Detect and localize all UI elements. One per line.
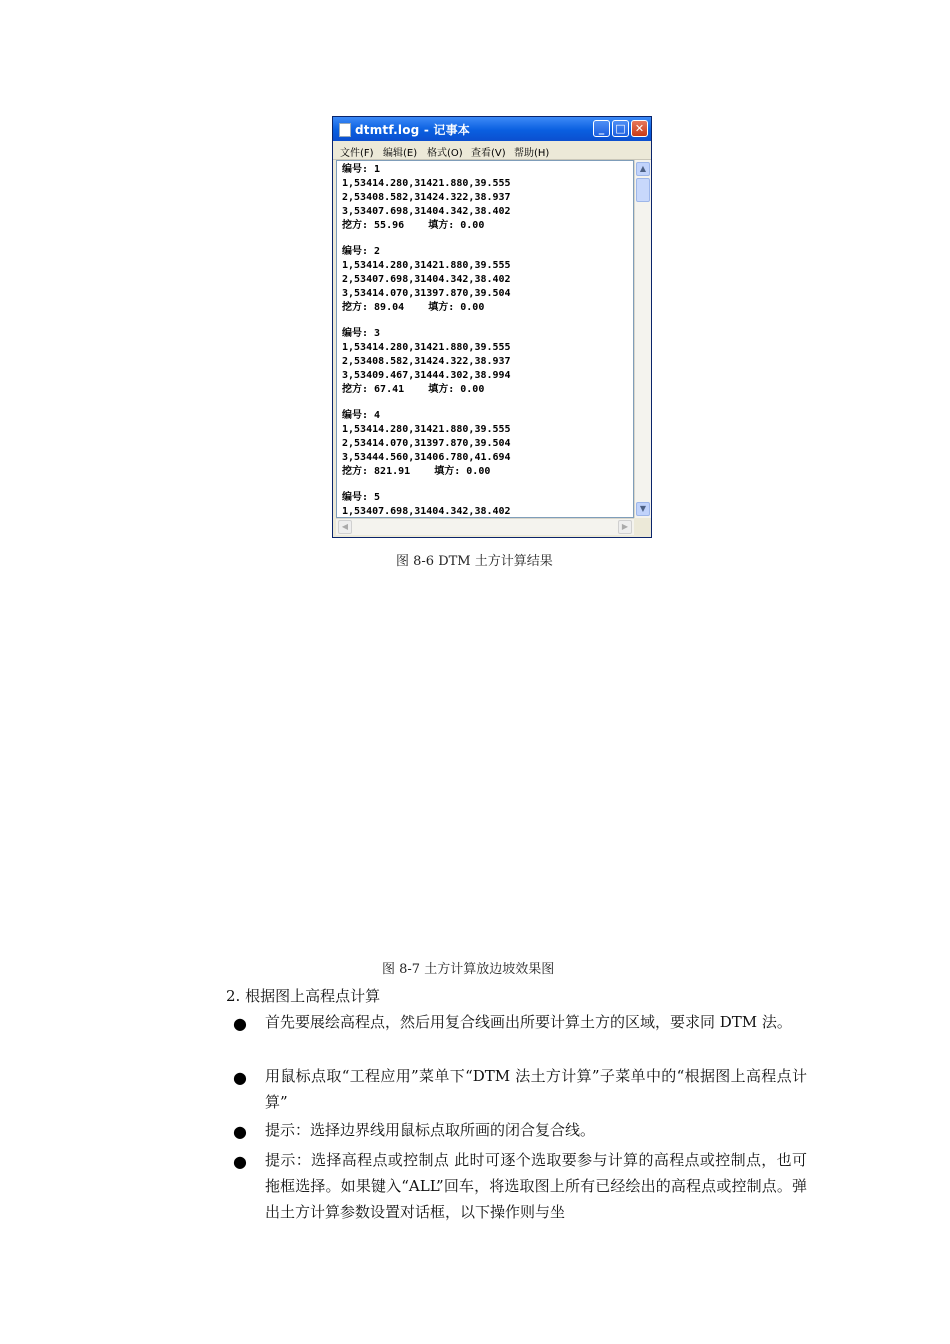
log-line: 1,53414.280,31421.880,39.555 (342, 178, 511, 189)
log-line: 3,53407.698,31404.342,38.402 (342, 206, 511, 217)
log-line: 挖方: 55.96 填方: 0.00 (342, 220, 485, 231)
vertical-scrollbar[interactable] (634, 160, 651, 518)
scroll-left-icon[interactable]: ◀ (338, 520, 352, 534)
title-bar[interactable] (333, 117, 651, 141)
resize-grip[interactable] (634, 518, 650, 534)
log-line: 2,53408.582,31424.322,38.937 (342, 356, 511, 367)
menu-format[interactable]: 格式(O) (427, 148, 463, 159)
log-line: 编号: 3 (342, 328, 381, 339)
scroll-down-icon[interactable]: ▼ (636, 502, 650, 516)
menu-edit[interactable]: 编辑(E) (383, 148, 418, 159)
log-line: 挖方: 67.41 填方: 0.00 (342, 384, 485, 395)
text-area[interactable] (336, 160, 634, 518)
bullet-paragraph: 首先要展绘高程点，然后用复合线画出所要计算土方的区域，要求同 DTM 法。 (265, 1013, 792, 1031)
log-line: 挖方: 821.91 填方: 0.00 (342, 466, 491, 477)
menu-bar (333, 141, 651, 160)
log-line: 3,53414.070,31397.870,39.504 (342, 288, 511, 299)
log-line: 1,53414.280,31421.880,39.555 (342, 260, 511, 271)
scroll-thumb[interactable] (636, 178, 650, 202)
log-line: 2,53414.070,31397.870,39.504 (342, 438, 511, 449)
menu-view[interactable]: 查看(V) (471, 148, 506, 159)
log-line: 编号: 1 (342, 164, 381, 175)
log-line: 3,53444.560,31406.780,41.694 (342, 452, 511, 463)
log-line: 挖方: 89.04 填方: 0.00 (342, 302, 485, 313)
bullet-icon: ● (233, 1068, 247, 1087)
log-line: 1,53414.280,31421.880,39.555 (342, 424, 511, 435)
bullet-icon: ● (233, 1152, 247, 1171)
log-line: 2,53407.698,31404.342,38.402 (342, 274, 511, 285)
section-heading: 2. 根据图上高程点计算 (226, 987, 381, 1005)
notepad-window (332, 116, 652, 538)
bullet-paragraph: 提示：选择边界线用鼠标点取所画的闭合复合线。 (265, 1121, 596, 1139)
log-line: 编号: 2 (342, 246, 381, 257)
minimize-button[interactable]: _ (593, 120, 610, 137)
bullet-paragraph: 用鼠标点取“工程应用”菜单下“DTM 法土方计算”子菜单中的“根据图上高程点计算” (265, 1067, 807, 1111)
log-line: 3,53409.467,31444.302,38.994 (342, 370, 511, 381)
log-line: 2,53408.582,31424.322,38.937 (342, 192, 511, 203)
scroll-right-icon[interactable]: ▶ (618, 520, 632, 534)
window-title: dtmtf.log - 记事本 (355, 123, 470, 137)
notepad-icon (339, 123, 351, 137)
log-line: 1,53414.280,31421.880,39.555 (342, 342, 511, 353)
close-button[interactable]: ✕ (631, 120, 648, 137)
figure-caption-8-6: 图 8-6 DTM 土方计算结果 (396, 554, 553, 569)
menu-file[interactable]: 文件(F) (340, 148, 374, 159)
bullet-paragraph: 提示：选择高程点或控制点 此时可逐个选取要参与计算的高程点或控制点，也可拖框选择。如果键入“ALL”回车，将选取图上所有已经绘出的高程点或控制点。弹出土方计算参数设置对话框，以下操作则与坐 (265, 1151, 807, 1221)
bullet-icon: ● (233, 1014, 247, 1033)
menu-help[interactable]: 帮助(H) (514, 148, 550, 159)
log-line: 1,53407.698,31404.342,38.402 (342, 506, 511, 517)
bullet-icon: ● (233, 1122, 247, 1141)
scroll-up-icon[interactable]: ▲ (636, 162, 650, 176)
horizontal-scrollbar[interactable] (336, 518, 634, 535)
maximize-button[interactable]: □ (612, 120, 629, 137)
log-line: 编号: 5 (342, 492, 381, 503)
log-line: 编号: 4 (342, 410, 381, 421)
figure-caption-8-7: 图 8-7 土方计算放边坡效果图 (382, 962, 555, 977)
